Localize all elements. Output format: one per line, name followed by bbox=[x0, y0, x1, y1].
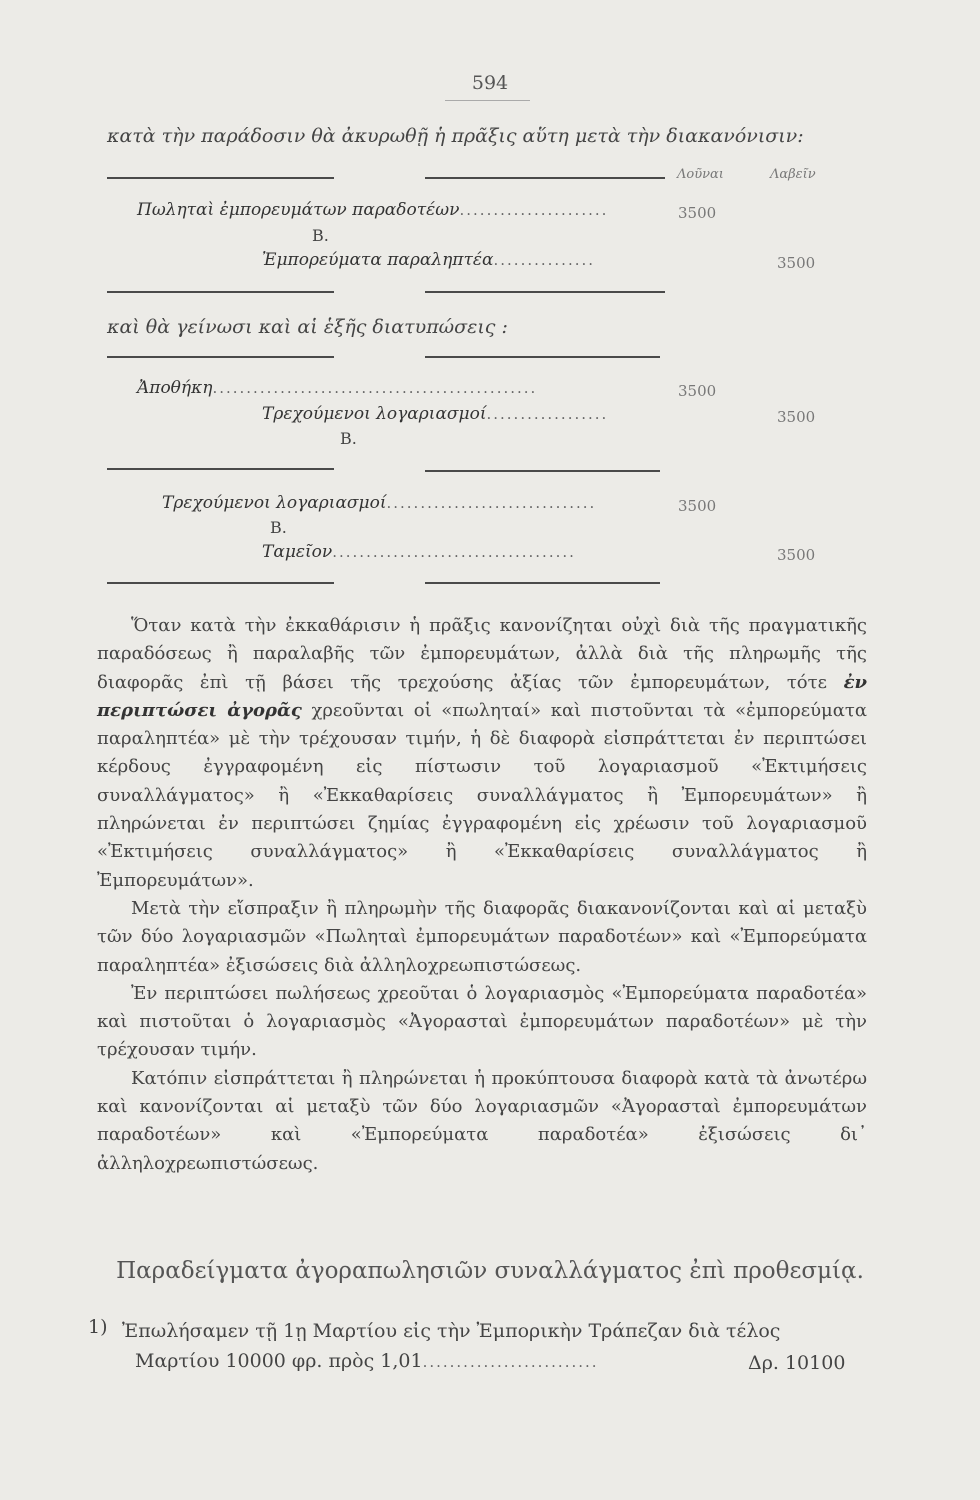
journal1-bottom-rule-left bbox=[107, 291, 334, 293]
journal1-bottom-rule-right bbox=[425, 291, 665, 293]
journal2-top-rule-left bbox=[107, 356, 334, 358]
journal3-credit-account: Ταμεῖον.................................... bbox=[262, 542, 576, 562]
journal2-top-rule-right bbox=[425, 356, 660, 358]
journal2-credit-account: Τρεχούμενοι λογαριασμοί.................. bbox=[262, 404, 609, 424]
journal2-bottom-rule-left bbox=[107, 468, 334, 470]
intro-line: κατὰ τὴν παράδοσιν θὰ ἀκυρωθῇ ἡ πρᾶξις αὕτη μετὰ τὴν διακανόνισιν: bbox=[107, 125, 804, 147]
paragraph-2: Μετὰ τὴν εἴσπραξιν ἢ πληρωμὴν τῆς διαφορᾶς διακανονίζονται καὶ αἱ μεταξὺ τῶν δύο λογαριασμῶν «Πωληταὶ ἐμπορευμάτων παραδοτέων» καὶ «Ἐμπορεύματα παραληπτέα» ἐξισώσεις διὰ ἀλληλοχρεωπιστώσεως. bbox=[97, 897, 867, 976]
journal1-debit-amount: 3500 bbox=[678, 204, 717, 222]
paragraph-1-emphasis: ἐν περιπτώσει ἀγορᾶς bbox=[97, 671, 867, 721]
journal1-credit-amount: 3500 bbox=[777, 254, 816, 272]
journal2-credit-amount: 3500 bbox=[777, 408, 816, 426]
journal1-credit-account: Ἐμπορεύματα παραληπτέα............... bbox=[262, 250, 596, 270]
journal2-debit-account: Ἀποθήκη................................................ bbox=[137, 378, 538, 398]
example1-line2: Μαρτίου 10000 φρ. πρὸς 1,01.......................... bbox=[135, 1350, 599, 1372]
example1-number: 1) bbox=[88, 1316, 108, 1338]
journal3-letter: B. bbox=[270, 518, 287, 537]
example1-total: Δρ. 10100 bbox=[748, 1352, 846, 1374]
page-number-rule bbox=[445, 100, 530, 101]
paragraph-1-text-cont: χρεοῦνται οἱ «πωληταί» καὶ πιστοῦνται τὰ «ἐμπορεύματα παραληπτέα» μὲ τὴν τρέχουσαν τιμήν, ἡ δὲ διαφορὰ εἰσπράττεται ἐν περιπτώσει κέρδους ἐγγραφομένη εἰς πίστωσιν τοῦ λογαριασμοῦ «Ἐκτιμήσεις συναλλάγματος» ἢ «Ἐκκαθαρίσεις συναλλάγματος ἢ Ἐμπορευμάτων» ἢ πληρώνεται ἐν περιπτώσει ζημίας ἐγγραφομένη εἰς χρέωσιν τοῦ λογαριασμοῦ «Ἐκτιμήσεις συναλλάγματος» ἢ «Ἐκκαθαρίσεις συναλλάγματος ἢ Ἐμπορευμάτων». bbox=[97, 699, 867, 891]
column-debit-header: Λοῦναι bbox=[677, 167, 724, 182]
transition-line: καὶ θὰ γείνωσι καὶ αἱ ἑξῆς διατυπώσεις : bbox=[107, 316, 508, 338]
page-number: 594 bbox=[471, 72, 509, 94]
journal1-letter: B. bbox=[312, 226, 329, 245]
journal3-debit-account: Τρεχούμενοι λογαριασμοί............................... bbox=[162, 493, 597, 513]
journal3-bottom-rule-left bbox=[107, 582, 334, 584]
journal1-top-rule-left bbox=[107, 177, 334, 179]
journal1-top-rule-right bbox=[425, 177, 665, 179]
section-heading: Παραδείγματα ἀγοραπωλησιῶν συναλλάγματος ἐπὶ προθεσμίᾳ. bbox=[116, 1258, 864, 1284]
paragraph-1 bbox=[97, 612, 867, 895]
journal3-bottom-rule-right bbox=[425, 582, 660, 584]
paragraph-1-text: Ὅταν κατὰ τὴν ἐκκαθάρισιν ἡ πρᾶξις κανονίζηται οὐχὶ διὰ τῆς πραγματικῆς παραδόσεως ἢ παραλαβῆς τῶν ἐμπορευμάτων, ἀλλὰ διὰ τῆς πληρωμῆς τῆς διαφορᾶς ἐπὶ τῇ βάσει τῆς τρεχούσης ἀξίας τῶν ἐμπορευμάτων, τότε bbox=[97, 615, 867, 693]
journal2-letter: B. bbox=[340, 429, 357, 448]
body-text bbox=[97, 612, 867, 1178]
journal3-credit-amount: 3500 bbox=[777, 546, 816, 564]
column-credit-header: Λαβεῖν bbox=[770, 167, 816, 182]
journal1-debit-account: Πωληταὶ ἐμπορευμάτων παραδοτέων...................... bbox=[137, 200, 609, 220]
journal2-debit-amount: 3500 bbox=[678, 382, 717, 400]
journal2-bottom-rule-right bbox=[425, 470, 660, 472]
example1-line1: Ἐπωλήσαμεν τῇ 1ῃ Μαρτίου εἰς τὴν Ἐμπορικὴν Τράπεζαν διὰ τέλος bbox=[122, 1320, 781, 1342]
paragraph-4: Κατόπιν εἰσπράττεται ἢ πληρώνεται ἡ προκύπτουσα διαφορὰ κατὰ τὰ ἀνωτέρω καὶ κανονίζονται αἱ μεταξὺ τῶν δύο λογαριασμῶν «Ἀγορασταὶ ἐμπορευμάτων παραδοτέων» καὶ «Ἐμπορεύματα παραδοτέα» ἐξισώσεις δι᾽ ἀλληλοχρεωπιστώσεως. bbox=[97, 1067, 867, 1174]
journal3-debit-amount: 3500 bbox=[678, 497, 717, 515]
paragraph-3: Ἐν περιπτώσει πωλήσεως χρεοῦται ὁ λογαριασμὸς «Ἐμπορεύματα παραδοτέα» καὶ πιστοῦται ὁ λογαριασμὸς «Ἀγορασταὶ ἐμπορευμάτων παραδοτέων» μὲ τὴν τρέχουσαν τιμήν. bbox=[97, 982, 867, 1061]
